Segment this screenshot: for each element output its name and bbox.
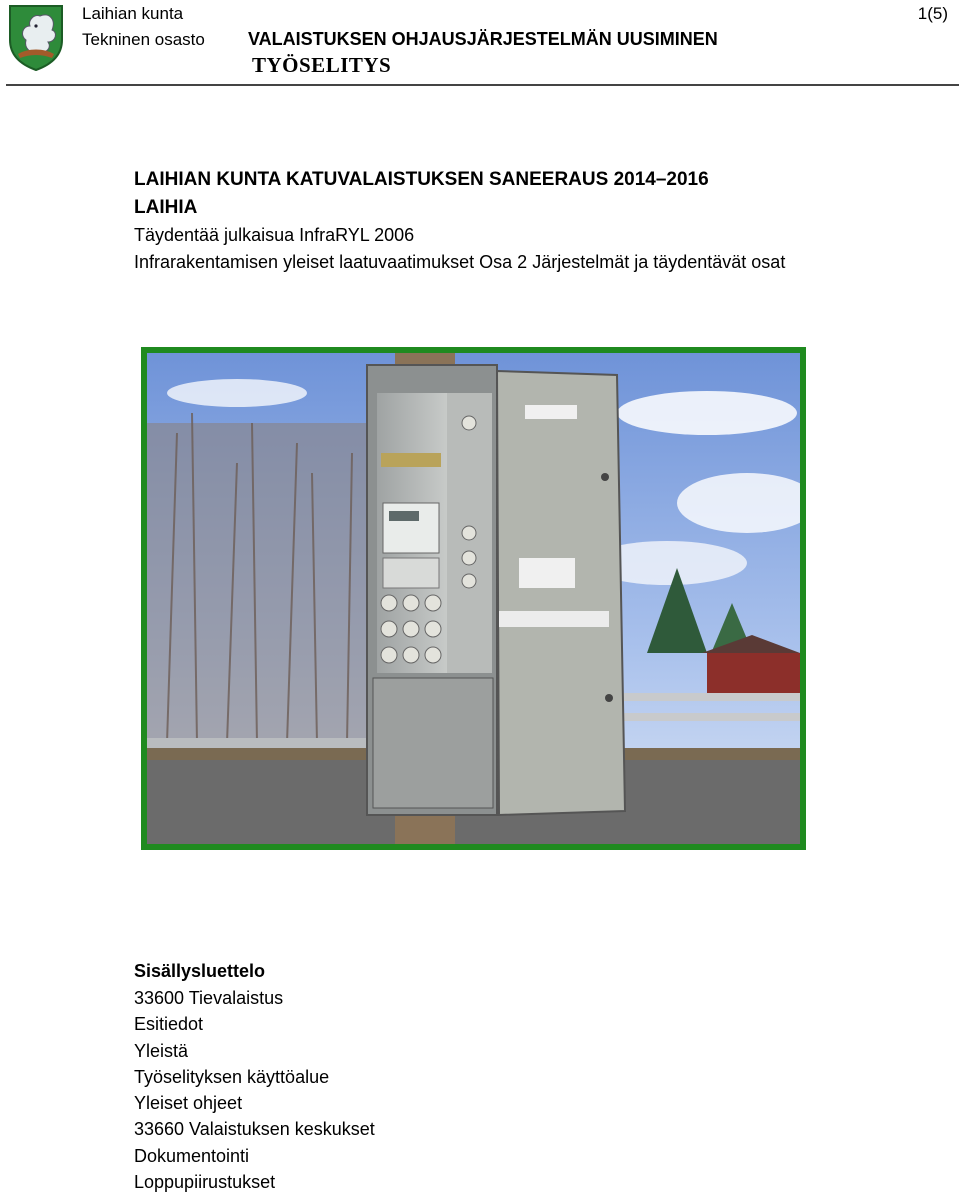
project-location: LAIHIA [134, 197, 198, 218]
toc-item: Esitiedot [134, 1014, 204, 1035]
toc-item: 33660 Valaistuksen keskukset [134, 1119, 375, 1140]
toc-item: Yleiset ohjeet [134, 1093, 243, 1114]
toc-heading: Sisällysluettelo [134, 961, 266, 981]
intro-block [134, 166, 914, 276]
organization-name: Laihian kunta [82, 4, 184, 23]
squirrel-crest-icon [6, 2, 66, 72]
publication-line: Infrarakentamisen yleiset laatuvaatimukset Osa 2 Järjestelmät ja täydentävät osat [134, 252, 786, 272]
toc-item: Loppupiirustukset [134, 1172, 276, 1193]
project-title: LAIHIAN KUNTA KATUVALAISTUKSEN SANEERAUS 2014–2016 [134, 169, 709, 190]
toc-item: Työselityksen käyttöalue [134, 1066, 330, 1087]
page-header [0, 0, 960, 86]
department-name: Tekninen osasto [82, 30, 205, 49]
document-subtitle: TYÖSELITYS [252, 53, 392, 77]
toc-item: Yleistä [134, 1040, 189, 1061]
table-of-contents [134, 958, 834, 1195]
document-title: VALAISTUKSEN OHJAUSJÄRJESTELMÄN UUSIMINEN [248, 29, 718, 49]
cabinet-photo-illustration [147, 353, 800, 844]
cabinet-photo [141, 347, 806, 850]
page-number: 1(5) [917, 4, 948, 23]
supplement-line: Täydentää julkaisua InfraRYL 2006 [134, 225, 415, 245]
header-divider [6, 84, 959, 86]
toc-item: 33600 Tievalaistus [134, 988, 284, 1008]
toc-item: Dokumentointi [134, 1145, 250, 1166]
